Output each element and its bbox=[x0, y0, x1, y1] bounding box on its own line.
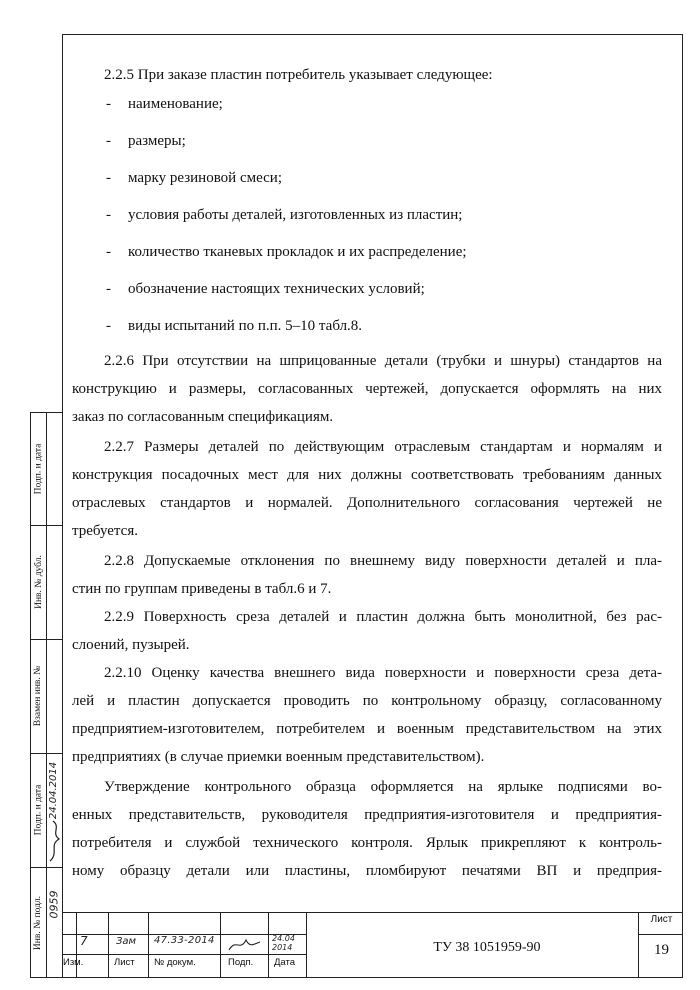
header-date: Дата bbox=[274, 957, 296, 968]
paragraph-2-2-7-line: конструкция посадочных мест для них должны соответствовать требованиям данных bbox=[72, 467, 662, 483]
revision-date: 24.04 2014 bbox=[272, 934, 295, 952]
list-item-text: размеры; bbox=[128, 133, 186, 149]
paragraph-2-2-10-line: 2.2.10 Оценку качества внешнего вида поверхности и поверхности среза дета- bbox=[104, 665, 662, 681]
document-designation: ТУ 38 1051959-90 bbox=[433, 940, 541, 955]
paragraph-2-2-6-line: заказ по согласованным спецификациям. bbox=[72, 409, 334, 425]
strip-label-sign-date: Подп. и дата bbox=[33, 443, 44, 495]
paragraph-2-2-8-line: 2.2.8 Допускаемые отклонения по внешнему виду поверхности деталей и пла- bbox=[104, 553, 662, 569]
paragraph-approval-line: ному образцу детали или пластины, пломбируют печатями ВП и предприя- bbox=[72, 863, 662, 879]
header-sign: Подп. bbox=[228, 957, 254, 968]
header-list: Лист bbox=[114, 957, 135, 968]
title-block-rule bbox=[108, 912, 109, 978]
strip-label-dup-inv: Инв. № дубл. bbox=[33, 555, 44, 609]
signature-icon bbox=[47, 817, 63, 865]
paragraph-2-2-7-line: 2.2.7 Размеры деталей по действующим отраслевым стандартам и нормалям и bbox=[104, 439, 662, 455]
title-block-rule bbox=[306, 912, 307, 978]
strip-label-sign-date-2: Подп. и дата bbox=[33, 784, 44, 836]
list-dash: - bbox=[106, 96, 111, 112]
title-block-rule bbox=[76, 912, 77, 978]
title-block-rule bbox=[62, 954, 306, 955]
list-item-text: марку резиновой смеси; bbox=[128, 170, 282, 186]
strip-label-replace-inv: Взамен инв. № bbox=[33, 665, 44, 727]
paragraph-2-2-7-line: требуется. bbox=[72, 523, 138, 539]
revision-sheet: Зам bbox=[116, 936, 137, 947]
title-block-rule bbox=[148, 912, 149, 978]
title-block-rule bbox=[220, 912, 221, 978]
list-dash: - bbox=[106, 133, 111, 149]
paragraph-2-2-7-line: отраслевых стандартов и нормалей. Дополнительного согласования чертежей не bbox=[72, 495, 662, 511]
handwritten-inventory-number: 0959 bbox=[47, 890, 61, 918]
paragraph-2-2-10-line: предприятием-изготовителем, потребителем и военным представительством на этих bbox=[72, 721, 662, 737]
title-block-rule bbox=[638, 912, 639, 978]
list-dash: - bbox=[106, 244, 111, 260]
paragraph-2-2-9-line: 2.2.9 Поверхность среза деталей и пластин должна быть монолитной, без рас- bbox=[104, 609, 662, 625]
sheet-label: Лист bbox=[650, 914, 673, 925]
list-dash: - bbox=[106, 318, 111, 334]
list-dash: - bbox=[106, 281, 111, 297]
paragraph-2-2-6-line: конструкцию и размеры, согласованных чертежей, допускается оформлять на них bbox=[72, 381, 662, 397]
handwritten-date: 24.04.2014 bbox=[48, 761, 60, 819]
list-item-text: количество тканевых прокладок и их распределение; bbox=[128, 244, 467, 260]
paragraph-approval-line: Утверждение контрольного образца оформляется на ярлыке подписями во- bbox=[104, 779, 662, 795]
list-item-text: условия работы деталей, изготовленных из пластин; bbox=[128, 207, 463, 223]
list-item-text: обозначение настоящих технических условий; bbox=[128, 281, 425, 297]
revision-doc-number: 47.33-2014 bbox=[154, 935, 215, 946]
paragraph-2-2-9-line: слоений, пузырей. bbox=[72, 637, 190, 653]
list-item-text: виды испытаний по п.п. 5–10 табл.8. bbox=[128, 318, 363, 334]
list-item-text: наименование; bbox=[128, 96, 223, 112]
title-block-rule bbox=[62, 912, 683, 913]
title-block-rule bbox=[638, 934, 683, 935]
list-dash: - bbox=[106, 207, 111, 223]
paragraph-2-2-6-line: 2.2.6 При отсутствии на шприцованные детали (трубки и шнуры) стандартов на bbox=[104, 353, 662, 369]
paragraph-2-2-5-heading: 2.2.5 При заказе пластин потребитель указывает следующее: bbox=[104, 67, 493, 83]
signature-icon bbox=[226, 934, 264, 954]
header-izm: Изм. bbox=[63, 957, 84, 968]
revision-number: 7 bbox=[80, 934, 88, 948]
title-block bbox=[62, 912, 683, 978]
paragraph-approval-line: енных представительств, руководителя предприятия-изготовителя и предприятия- bbox=[72, 807, 662, 823]
title-block-rule bbox=[268, 912, 269, 978]
paragraph-2-2-10-line: предприятиях (в случае приемки военным представительством). bbox=[72, 749, 485, 765]
paragraph-2-2-10-line: лей и пластин допускается проводить по контрольному образцу, согласованному bbox=[72, 693, 662, 709]
sheet-number: 19 bbox=[654, 942, 669, 958]
paragraph-approval-line: потребителя и службой технического контроля. Ярлык прикрепляют к контроль- bbox=[72, 835, 662, 851]
strip-label-orig-inv: Инв. № подл. bbox=[33, 895, 44, 951]
list-dash: - bbox=[106, 170, 111, 186]
paragraph-2-2-8-line: стин по группам приведены в табл.6 и 7. bbox=[72, 581, 332, 597]
header-doc: № докум. bbox=[154, 957, 196, 968]
side-stamp-strip bbox=[30, 412, 62, 978]
